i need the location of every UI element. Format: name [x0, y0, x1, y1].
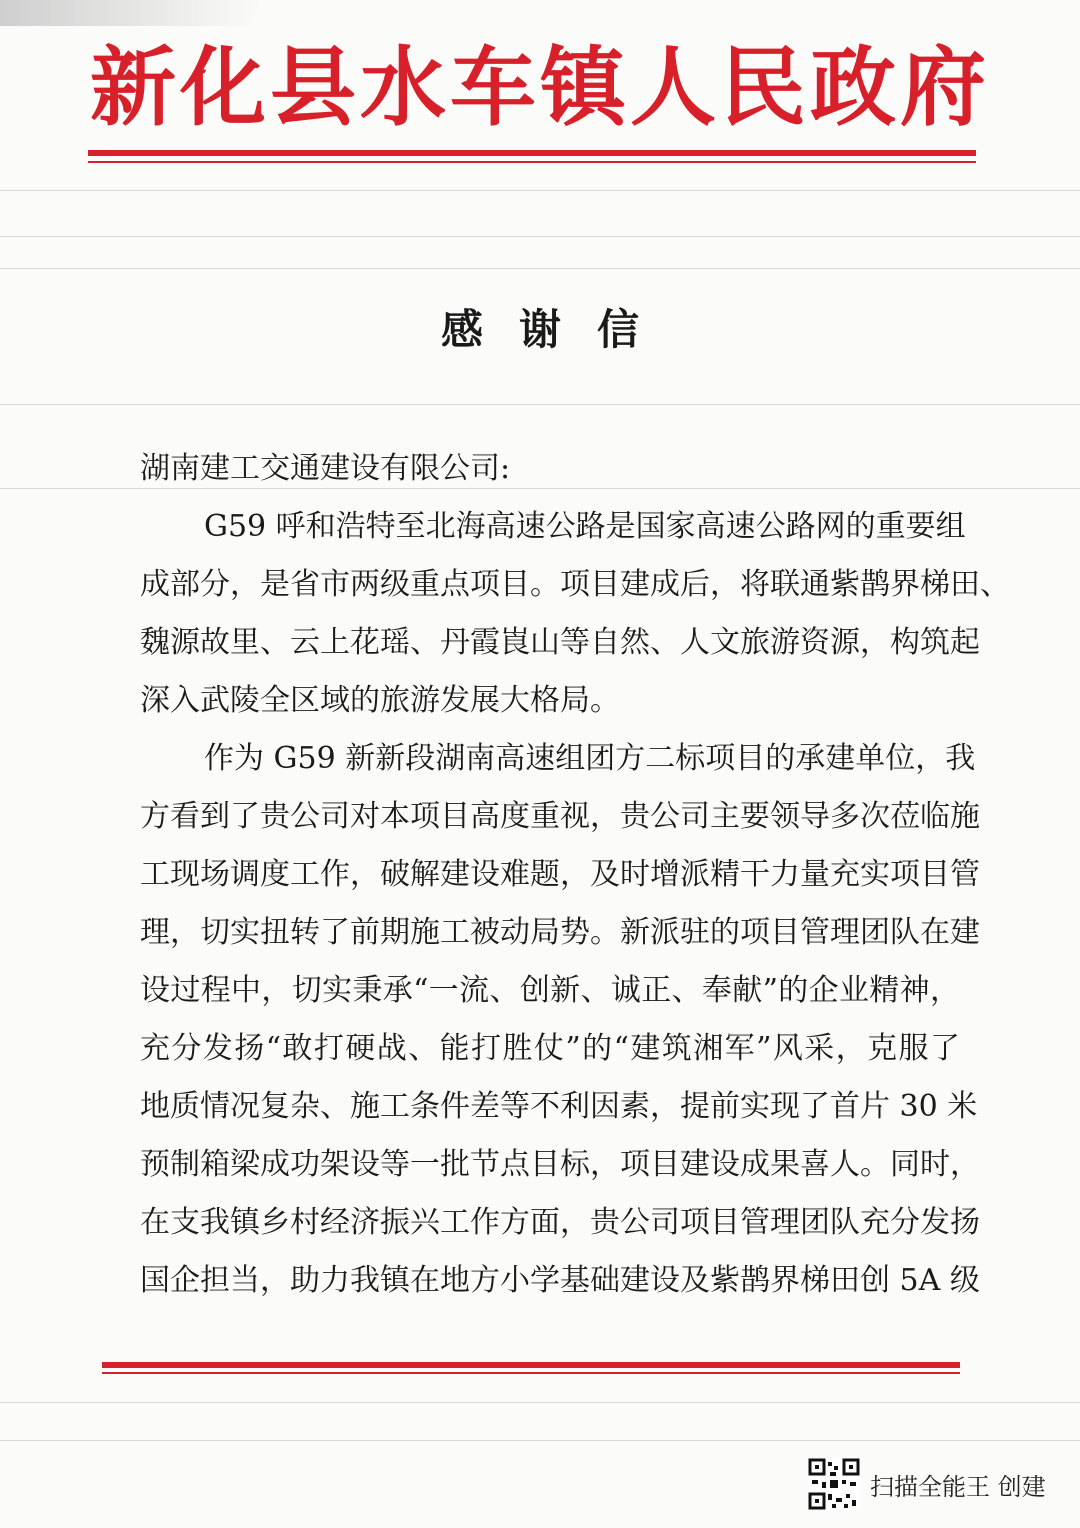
qr-code-icon	[808, 1458, 860, 1510]
paragraph-line: 充分发扬“敢打硬战、能打胜仗”的“建筑湘军”风采，克服了	[140, 1031, 960, 1066]
scan-line	[0, 1402, 1080, 1403]
paragraph-line: G59 呼和浩特至北海高速公路是国家高速公路网的重要组	[204, 509, 966, 544]
letterhead-red-rule	[88, 150, 976, 156]
paragraph-line: 工现场调度工作，破解建设难题，及时增派精干力量充实项目管	[140, 857, 980, 892]
paragraph-line: 在支我镇乡村经济振兴工作方面，贵公司项目管理团队充分发扬	[140, 1205, 980, 1240]
paragraph-line: 魏源故里、云上花瑶、丹霞崀山等自然、人文旅游资源，构筑起	[140, 625, 980, 660]
paragraph-line: 深入武陵全区域的旅游发展大格局。	[140, 683, 620, 718]
letter-title: 感谢信	[440, 305, 675, 354]
paragraph-line: 地质情况复杂、施工条件差等不利因素，提前实现了首片 30 米	[140, 1089, 978, 1124]
paragraph-line: 方看到了贵公司对本项目高度重视，贵公司主要领导多次莅临施	[140, 799, 980, 834]
letterhead-red-rule-thin	[88, 161, 976, 163]
paragraph-line: 预制箱梁成功架设等一批节点目标，项目建设成果喜人。同时，	[140, 1147, 980, 1182]
scan-line	[0, 1440, 1080, 1441]
footer-red-rule-thin	[102, 1372, 960, 1374]
letter-paragraph-1	[140, 498, 1010, 730]
letter-paragraph-2	[140, 730, 980, 1310]
paragraph-line: 理，切实扭转了前期施工被动局势。新派驻的项目管理团队在建	[140, 915, 980, 950]
scan-line	[0, 236, 1080, 237]
paragraph-line: 成部分，是省市两级重点项目。项目建成后，将联通紫鹊界梯田、	[140, 567, 1010, 602]
scan-line	[0, 404, 1080, 405]
scan-line	[0, 190, 1080, 191]
paragraph-line: 国企担当，助力我镇在地方小学基础建设及紫鹊界梯田创 5A 级	[140, 1263, 980, 1298]
scanner-watermark	[808, 1458, 1046, 1510]
scan-line	[0, 268, 1080, 269]
letterhead-title: 新化县水车镇人民政府	[90, 38, 990, 138]
paragraph-line: 作为 G59 新新段湖南高速组团方二标项目的承建单位，我	[204, 741, 976, 776]
paragraph-line: 设过程中，切实秉承“一流、创新、诚正、奉献”的企业精神，	[140, 973, 960, 1008]
letter-salutation: 湖南建工交通建设有限公司:	[140, 451, 511, 486]
watermark-text: 扫描全能王 创建	[870, 1472, 1046, 1501]
scan-shadow	[0, 0, 260, 26]
footer-red-rule	[102, 1362, 960, 1368]
